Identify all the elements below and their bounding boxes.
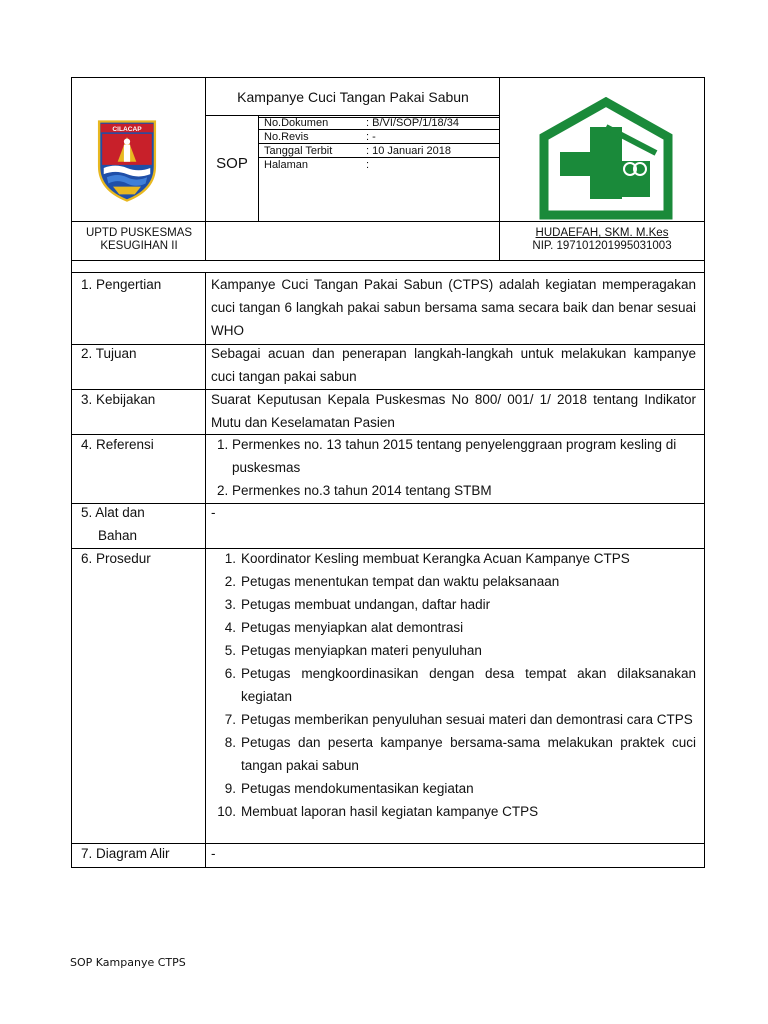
- list-item-text: Koordinator Kesling membuat Kerangka Acuan Kampanye CTPS: [241, 551, 630, 566]
- table-border-bottom: [71, 867, 705, 868]
- list-item-number: 4.: [224, 620, 236, 635]
- section-text-diagram-alir: -: [211, 846, 216, 861]
- meta-label-halaman: Halaman: [264, 159, 309, 171]
- header-bottom: [71, 260, 705, 261]
- section-text-kebijakan: Suarat Keputusan Kepala Puskesmas No 800/ 001/ 1/ 2018 tentang Indikator Mutu dan Keselamatan Pasien: [211, 392, 696, 430]
- list-item-text: Petugas menyiapkan materi penyuluhan: [241, 643, 482, 658]
- list-item-number: 1.: [217, 437, 229, 452]
- list-item-number: 8.: [224, 735, 236, 750]
- signer-name: HUDAEFAH, SKM. M.Kes: [535, 227, 669, 239]
- list-item-text: Petugas dan peserta kampanye bersama-sama melakukan praktek cuci tangan pakai sabun: [241, 735, 696, 773]
- section-text-alat-bahan: -: [211, 505, 216, 520]
- list-item-number: 1.: [224, 551, 236, 566]
- meta-value-halaman: :: [366, 159, 370, 171]
- list-item: [211, 433, 681, 479]
- list-item-text: Permenkes no. 13 tahun 2015 tentang penyelenggraan program kesling di puskesmas: [232, 437, 677, 475]
- page-footer: SOP Kampanye CTPS: [70, 956, 186, 969]
- table-border-right: [704, 77, 705, 868]
- list-item: [211, 593, 696, 616]
- puskesmas-logo-icon: [536, 97, 676, 227]
- section-label-alat-bahan: [81, 501, 145, 547]
- section-text-pengertian: Kampanye Cuci Tangan Pakai Sabun (CTPS) adalah kegiatan memperagakan cuci tangan 6 langkah pakai sabun bersama sama secara baik dan benar sesuai WHO: [211, 277, 696, 338]
- list-item-number: 2.: [224, 574, 236, 589]
- signer-block: [500, 227, 704, 253]
- section-label-kebijakan: 3. Kebijakan: [81, 392, 156, 407]
- list-item: [211, 708, 696, 731]
- unit-name: [72, 227, 206, 253]
- list-item: [211, 777, 696, 800]
- cilacap-crest-icon: [96, 108, 158, 214]
- list-item-number: 6.: [224, 666, 236, 681]
- meta-value-no-dokumen: : B/VI/SOP/1/18/34: [366, 117, 459, 129]
- list-item-text: Petugas mengkoordinasikan dengan desa tempat akan dilaksanakan kegiatan: [241, 666, 696, 704]
- list-item: [211, 570, 696, 593]
- table-border-left: [71, 77, 72, 868]
- section-label-prosedur: 6. Prosedur: [81, 551, 151, 566]
- meta-label-no-revisi: No.Revis: [264, 131, 309, 143]
- list-item-text: Petugas memberikan penyuluhan sesuai materi dan demontrasi cara CTPS: [241, 712, 693, 727]
- unit-line-2: KESUGIHAN II: [100, 240, 178, 252]
- list-item: [211, 662, 696, 708]
- signer-nip: NIP. 197101201995031003: [532, 240, 672, 252]
- unit-line-1: UPTD PUSKESMAS: [85, 227, 193, 239]
- list-item: [211, 731, 696, 777]
- list-item: [211, 547, 696, 570]
- list-item-number: 3.: [224, 597, 236, 612]
- list-item-number: 7.: [224, 712, 236, 727]
- list-item-text: Petugas mendokumentasikan kegiatan: [241, 781, 474, 796]
- section-label-pengertian: 1. Pengertian: [81, 277, 162, 292]
- prosedur-list: [211, 547, 696, 823]
- list-item-text: Petugas membuat undangan, daftar hadir: [241, 597, 491, 612]
- meta-value-no-revisi: : -: [366, 131, 376, 143]
- list-item: [211, 639, 696, 662]
- sop-col-divider: [258, 115, 259, 222]
- section-label-alat-line-2: Bahan: [98, 528, 138, 543]
- section-label-tujuan: 2. Tujuan: [81, 346, 137, 361]
- list-item-text: Permenkes no.3 tahun 2014 tentang STBM: [232, 483, 492, 498]
- list-item: [211, 616, 696, 639]
- meta-value-tanggal-terbit: : 10 Januari 2018: [366, 145, 452, 157]
- table-border-top: [71, 77, 705, 78]
- list-item: [211, 800, 696, 823]
- list-item-number: 9.: [224, 781, 236, 796]
- meta-label-no-dokumen: No.Dokumen: [264, 117, 329, 129]
- referensi-list: [211, 433, 681, 502]
- meta-label-tanggal-terbit: Tanggal Terbit: [264, 145, 333, 157]
- crest-label: CILACAP: [112, 125, 142, 133]
- list-item-text: Petugas menentukan tempat dan waktu pelaksanaan: [241, 574, 560, 589]
- section-label-diagram-alir: 7. Diagram Alir: [81, 846, 170, 861]
- section-text-tujuan: Sebagai acuan dan penerapan langkah-langkah untuk melakukan kampanye cuci tangan pakai sabun: [211, 346, 696, 384]
- list-item-number: 5.: [224, 643, 236, 658]
- document-title: Kampanye Cuci Tangan Pakai Sabun: [237, 89, 469, 105]
- section-label-referensi: 4. Referensi: [81, 437, 154, 452]
- list-item-text: Petugas menyiapkan alat demontrasi: [241, 620, 464, 635]
- sop-label: SOP: [216, 155, 248, 172]
- body-col-divider: [205, 272, 206, 868]
- list-item-number: 10.: [217, 804, 236, 819]
- list-item: [211, 479, 681, 502]
- section-label-alat-line-1: 5. Alat dan: [81, 505, 145, 520]
- list-item-number: 2.: [217, 483, 229, 498]
- list-item-text: Membuat laporan hasil kegiatan kampanye CTPS: [241, 804, 539, 819]
